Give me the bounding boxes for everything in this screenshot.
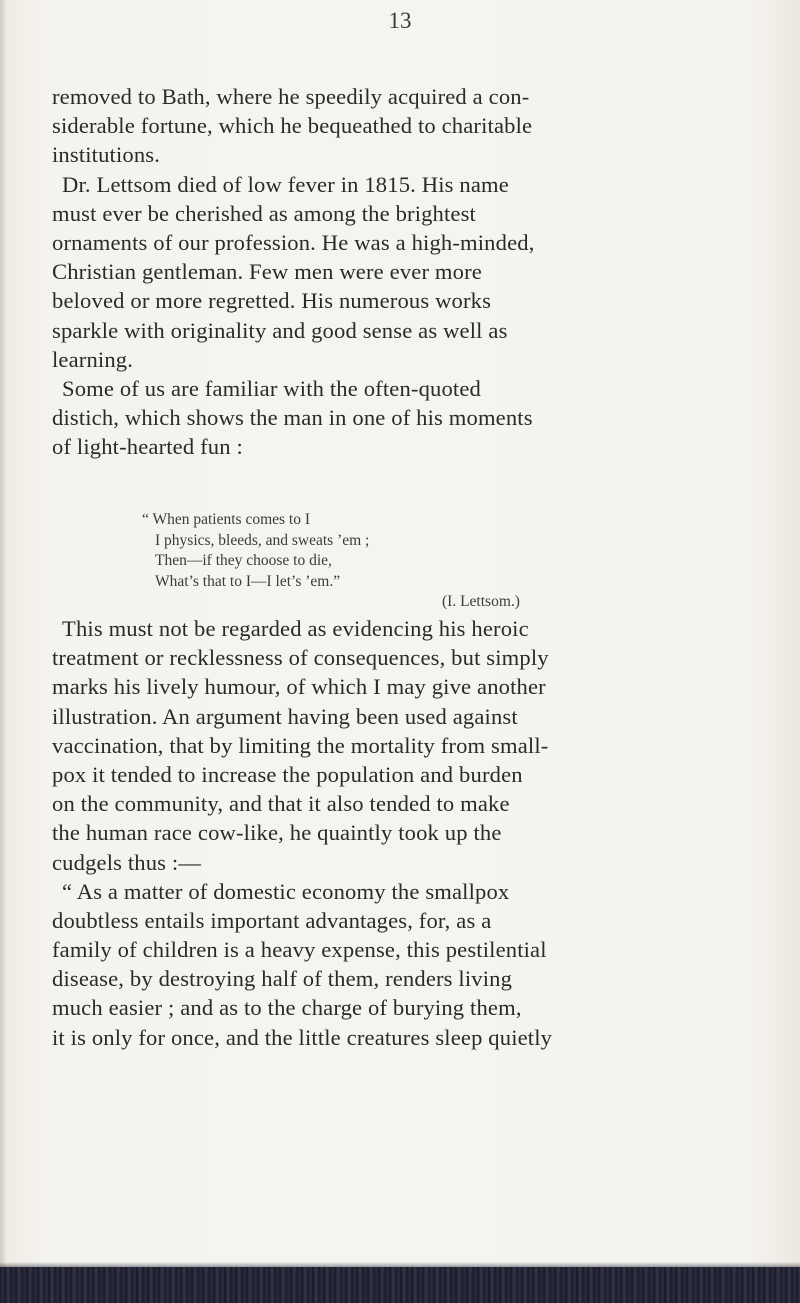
text-line: on the community, and that it also tended to make <box>52 791 510 817</box>
verse-attribution: (I. Lettsom.) <box>442 593 520 611</box>
text-line: the human race cow-like, he quaintly took up the <box>52 820 502 846</box>
text-line: family of children is a heavy expense, this pestilential <box>52 937 547 963</box>
text-line: Dr. Lettsom died of low fever in 1815. His name <box>62 171 509 197</box>
page-number: 13 <box>388 8 412 33</box>
text-line: distich, which shows the man in one of his moments <box>52 405 533 431</box>
text-line: treatment or recklessness of consequences, but simply <box>52 645 549 671</box>
text-line: illustration. An argument having been used against <box>52 703 518 729</box>
text-line: disease, by destroying half of them, renders living <box>52 966 513 992</box>
verse-line: “ When patients comes to I <box>142 511 311 528</box>
text-line: removed to Bath, where he speedily acquired a con- <box>52 84 530 109</box>
text-line: sparkle with originality and good sense as well as <box>52 317 508 343</box>
text-line: ornaments of our profession. He was a high-minded, <box>52 229 535 255</box>
text-line: it is only for once, and the little creatures sleep quietly <box>52 1024 553 1050</box>
text-line: Some of us are familiar with the often-quoted <box>62 375 481 401</box>
verse-line: I physics, bleeds, and sweats ’em ; <box>155 531 370 549</box>
text-line: cudgels thus :— <box>52 849 202 875</box>
text-line: of light-hearted fun : <box>52 434 243 460</box>
text-line: learning. <box>52 346 134 372</box>
text-line: siderable fortune, which he bequeathed to charitable <box>52 113 533 139</box>
body-text-bottom <box>52 614 742 1052</box>
text-line: doubtless entails important advantages, for, as a <box>52 907 492 933</box>
text-line: “ As a matter of domestic economy the smallpox <box>62 878 510 904</box>
text-line: marks his lively humour, of which I may give another <box>52 674 546 700</box>
text-line: vaccination, that by limiting the mortality from small- <box>52 732 549 758</box>
scan-bottom-edge <box>0 1267 800 1303</box>
text-line: institutions. <box>52 142 161 168</box>
text-line: much easier ; and as to the charge of burying them, <box>52 995 522 1021</box>
text-line: must ever be cherished as among the brightest <box>52 200 476 226</box>
page-gutter-shadow <box>0 0 6 1303</box>
text-line: beloved or more regretted. His numerous works <box>52 288 492 314</box>
quoted-verse <box>142 510 642 613</box>
verse-line: What’s that to I—I let’s ’em.” <box>155 572 341 590</box>
text-line: Christian gentleman. Few men were ever more <box>52 259 482 285</box>
verse-line: Then—if they choose to die, <box>155 552 332 570</box>
text-line: This must not be regarded as evidencing his heroic <box>62 616 529 641</box>
text-line: pox it tended to increase the population and burden <box>52 761 523 787</box>
body-text-top <box>52 82 740 461</box>
